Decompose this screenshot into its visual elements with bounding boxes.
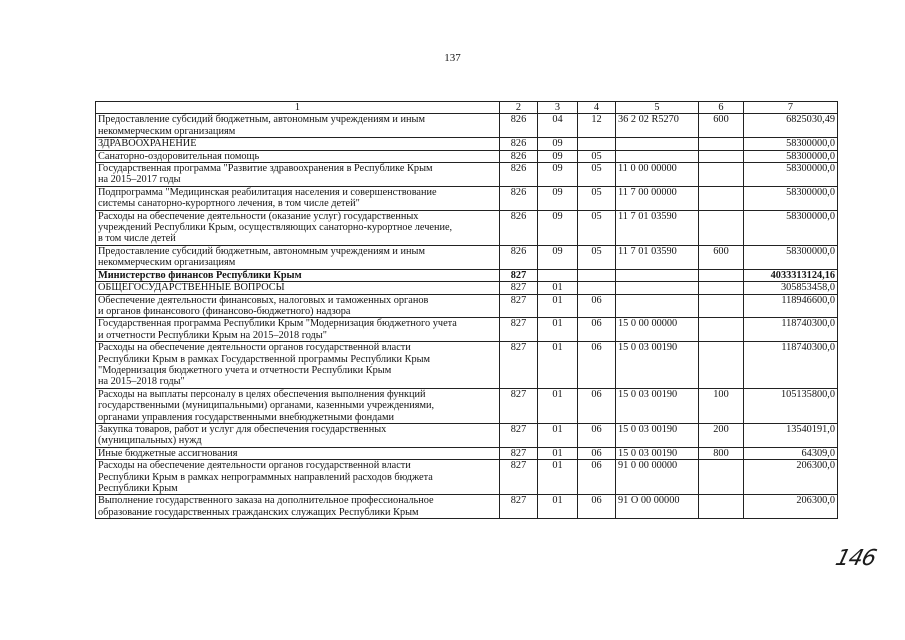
cell-target-code xyxy=(616,150,699,162)
cell-name-line: системы санаторно-курортного лечения, в том числе детей" xyxy=(98,198,360,210)
cell-section: 01 xyxy=(538,294,578,318)
cell-amount: 118946600,0 xyxy=(744,294,838,318)
cell-target-code xyxy=(616,282,699,294)
cell-target-code: 15 0 03 00190 xyxy=(616,447,699,459)
cell-name-line: Подпрограмма "Медицинская реабилитация населения и совершенствование xyxy=(98,186,437,198)
cell-amount: 305853458,0 xyxy=(744,282,838,294)
cell-expense-type: 200 xyxy=(699,423,744,447)
table-row xyxy=(96,186,838,210)
cell-name xyxy=(96,460,500,495)
cell-name xyxy=(96,342,500,389)
header-cell-name: 1 xyxy=(96,102,500,114)
cell-subsection xyxy=(578,282,616,294)
cell-name-line: образование государственных гражданских служащих Республики Крым xyxy=(98,506,419,518)
cell-subsection: 05 xyxy=(578,163,616,187)
cell-target-code: 36 2 02 R5270 xyxy=(616,114,699,138)
handwritten-page-number: 146 xyxy=(832,546,879,571)
cell-ministry: 826 xyxy=(500,114,538,138)
cell-section: 09 xyxy=(538,245,578,269)
cell-name-line: (муниципальных) нужд xyxy=(98,435,202,447)
cell-expense-type xyxy=(699,460,744,495)
cell-ministry: 827 xyxy=(500,318,538,342)
cell-ministry: 827 xyxy=(500,294,538,318)
table-row xyxy=(96,495,838,519)
cell-target-code: 15 0 03 00190 xyxy=(616,388,699,423)
cell-name-line: на 2015–2017 годы xyxy=(98,174,181,186)
cell-expense-type xyxy=(699,210,744,245)
cell-expense-type: 100 xyxy=(699,388,744,423)
cell-expense-type xyxy=(699,294,744,318)
cell-name-line: некоммерческим организациям xyxy=(98,257,236,269)
cell-target-code: 11 7 01 03590 xyxy=(616,245,699,269)
cell-name-line: Иные бюджетные ассигнования xyxy=(98,447,238,459)
cell-name xyxy=(96,388,500,423)
cell-target-code: 15 0 03 00190 xyxy=(616,342,699,389)
cell-subsection: 06 xyxy=(578,342,616,389)
cell-expense-type xyxy=(699,163,744,187)
cell-ministry: 827 xyxy=(500,282,538,294)
cell-expense-type xyxy=(699,342,744,389)
table-row xyxy=(96,138,838,150)
cell-name-line: и отчетности Республики Крым на 2015–2018 годы" xyxy=(98,329,327,341)
cell-target-code xyxy=(616,269,699,281)
cell-section: 04 xyxy=(538,114,578,138)
cell-name-line: Выполнение государственного заказа на дополнительное профессиональное xyxy=(98,495,434,507)
cell-name-line: Республики Крым в рамках Государственной программы Республики Крым xyxy=(98,353,431,365)
cell-amount: 58300000,0 xyxy=(744,150,838,162)
cell-name-line: государственными (муниципальными) органами, казенными учреждениями, xyxy=(98,400,435,412)
header-cell-expense-type: 6 xyxy=(699,102,744,114)
cell-section: 09 xyxy=(538,163,578,187)
cell-target-code: 91 О 00 00000 xyxy=(616,495,699,519)
cell-name-line: ЗДРАВООХРАНЕНИЕ xyxy=(98,138,197,150)
cell-name-line: учреждений Республики Крым, осуществляющих санаторно-курортное лечение, xyxy=(98,222,453,234)
cell-expense-type xyxy=(699,495,744,519)
cell-subsection: 05 xyxy=(578,186,616,210)
cell-ministry: 826 xyxy=(500,245,538,269)
cell-ministry: 826 xyxy=(500,210,538,245)
cell-subsection: 12 xyxy=(578,114,616,138)
cell-subsection: 05 xyxy=(578,150,616,162)
cell-name xyxy=(96,138,500,150)
table-row xyxy=(96,460,838,495)
cell-name xyxy=(96,447,500,459)
cell-expense-type xyxy=(699,150,744,162)
cell-amount: 206300,0 xyxy=(744,460,838,495)
cell-name xyxy=(96,282,500,294)
cell-subsection: 06 xyxy=(578,318,616,342)
cell-name xyxy=(96,150,500,162)
cell-name xyxy=(96,495,500,519)
table-row xyxy=(96,388,838,423)
cell-name-line: Республики Крым xyxy=(98,483,178,494)
header-cell-ministry: 2 xyxy=(500,102,538,114)
cell-subsection: 06 xyxy=(578,447,616,459)
cell-section: 01 xyxy=(538,282,578,294)
cell-section: 01 xyxy=(538,388,578,423)
cell-ministry: 827 xyxy=(500,447,538,459)
header-cell-amount: 7 xyxy=(744,102,838,114)
cell-amount: 58300000,0 xyxy=(744,163,838,187)
cell-amount: 58300000,0 xyxy=(744,186,838,210)
cell-ministry: 827 xyxy=(500,342,538,389)
cell-subsection xyxy=(578,269,616,281)
cell-section: 01 xyxy=(538,318,578,342)
cell-subsection: 06 xyxy=(578,423,616,447)
cell-amount: 6825030,49 xyxy=(744,114,838,138)
cell-subsection: 06 xyxy=(578,388,616,423)
cell-name xyxy=(96,245,500,269)
table-row xyxy=(96,342,838,389)
cell-name xyxy=(96,269,500,281)
cell-name-line: на 2015–2018 годы" xyxy=(98,376,185,388)
cell-name xyxy=(96,318,500,342)
cell-target-code: 91 0 00 00000 xyxy=(616,460,699,495)
cell-target-code: 11 7 01 03590 xyxy=(616,210,699,245)
cell-name-line: Закупка товаров, работ и услуг для обеспечения государственных xyxy=(98,423,387,435)
cell-name-line: ОБЩЕГОСУДАРСТВЕННЫЕ ВОПРОСЫ xyxy=(98,282,285,294)
cell-amount: 4033313124,16 xyxy=(744,269,838,281)
cell-name-line: Расходы на обеспечение деятельности (оказание услуг) государственных xyxy=(98,210,419,222)
cell-amount: 58300000,0 xyxy=(744,138,838,150)
cell-name-line: Министерство финансов Республики Крым xyxy=(98,269,302,281)
cell-amount: 58300000,0 xyxy=(744,210,838,245)
table-row xyxy=(96,163,838,187)
page-number: 137 xyxy=(444,52,461,64)
table-row xyxy=(96,210,838,245)
cell-expense-type: 800 xyxy=(699,447,744,459)
cell-name-line: Республики Крым в рамках непрограммных направлений расходов бюджета xyxy=(98,471,433,483)
cell-amount: 206300,0 xyxy=(744,495,838,519)
table-row xyxy=(96,318,838,342)
cell-ministry: 827 xyxy=(500,269,538,281)
cell-ministry: 826 xyxy=(500,186,538,210)
cell-section: 01 xyxy=(538,495,578,519)
cell-name-line: Государственная программа Республики Крым "Модернизация бюджетного учета xyxy=(98,318,457,330)
cell-name-line: Расходы на выплаты персоналу в целях обеспечения выполнения функций xyxy=(98,388,426,400)
cell-expense-type xyxy=(699,318,744,342)
cell-name-line: в том числе детей xyxy=(98,233,176,245)
cell-amount: 64309,0 xyxy=(744,447,838,459)
cell-ministry: 827 xyxy=(500,388,538,423)
cell-amount: 118740300,0 xyxy=(744,342,838,389)
cell-section: 09 xyxy=(538,138,578,150)
cell-name-line: Расходы на обеспечение деятельности органов государственной власти xyxy=(98,460,411,472)
cell-subsection: 06 xyxy=(578,460,616,495)
cell-name xyxy=(96,186,500,210)
cell-ministry: 827 xyxy=(500,423,538,447)
cell-section: 09 xyxy=(538,186,578,210)
budget-table xyxy=(95,101,838,519)
cell-name-line: Государственная программа "Развитие здравоохранения в Республике Крым xyxy=(98,163,433,175)
table-row xyxy=(96,245,838,269)
header-cell-section: 3 xyxy=(538,102,578,114)
cell-name-line: органами управления государственными внебюджетными фондами xyxy=(98,411,394,423)
cell-expense-type xyxy=(699,282,744,294)
cell-section: 09 xyxy=(538,150,578,162)
cell-section: 01 xyxy=(538,423,578,447)
cell-name-line: Обеспечение деятельности финансовых, налоговых и таможенных органов xyxy=(98,294,429,306)
cell-expense-type: 600 xyxy=(699,245,744,269)
table-header-row xyxy=(96,102,838,114)
cell-section: 01 xyxy=(538,460,578,495)
cell-expense-type xyxy=(699,269,744,281)
header-cell-subsection: 4 xyxy=(578,102,616,114)
cell-name xyxy=(96,294,500,318)
cell-ministry: 826 xyxy=(500,138,538,150)
cell-section: 01 xyxy=(538,447,578,459)
cell-name-line: и органов финансового (финансово-бюджетного) надзора xyxy=(98,305,351,317)
cell-target-code: 15 0 03 00190 xyxy=(616,423,699,447)
table-row xyxy=(96,447,838,459)
cell-subsection: 05 xyxy=(578,210,616,245)
cell-name-line: некоммерческим организациям xyxy=(98,125,236,137)
cell-target-code: 15 0 00 00000 xyxy=(616,318,699,342)
header-cell-target: 5 xyxy=(616,102,699,114)
cell-subsection: 05 xyxy=(578,245,616,269)
cell-target-code xyxy=(616,294,699,318)
cell-name-line: Предоставление субсидий бюджетным, автономным учреждениям и иным xyxy=(98,245,425,257)
cell-target-code: 11 7 00 00000 xyxy=(616,186,699,210)
table-row xyxy=(96,294,838,318)
cell-section xyxy=(538,269,578,281)
cell-amount: 118740300,0 xyxy=(744,318,838,342)
table-row xyxy=(96,150,838,162)
table-row xyxy=(96,423,838,447)
cell-amount: 13540191,0 xyxy=(744,423,838,447)
cell-target-code: 11 0 00 00000 xyxy=(616,163,699,187)
cell-name xyxy=(96,423,500,447)
cell-target-code xyxy=(616,138,699,150)
cell-ministry: 826 xyxy=(500,163,538,187)
cell-name xyxy=(96,210,500,245)
cell-name-line: Санаторно-оздоровительная помощь xyxy=(98,150,260,162)
cell-expense-type: 600 xyxy=(699,114,744,138)
cell-name xyxy=(96,114,500,138)
cell-expense-type xyxy=(699,186,744,210)
cell-subsection xyxy=(578,138,616,150)
cell-name xyxy=(96,163,500,187)
cell-ministry: 826 xyxy=(500,150,538,162)
cell-ministry: 827 xyxy=(500,495,538,519)
table-row xyxy=(96,269,838,281)
cell-ministry: 827 xyxy=(500,460,538,495)
cell-amount: 105135800,0 xyxy=(744,388,838,423)
table-row xyxy=(96,114,838,138)
cell-name-line: Предоставление субсидий бюджетным, автономным учреждениям и иным xyxy=(98,114,425,126)
cell-name-line: "Модернизация бюджетного учета и отчетности Республики Крым xyxy=(98,364,392,376)
cell-amount: 58300000,0 xyxy=(744,245,838,269)
cell-expense-type xyxy=(699,138,744,150)
cell-subsection: 06 xyxy=(578,294,616,318)
cell-section: 09 xyxy=(538,210,578,245)
cell-name-line: Расходы на обеспечение деятельности органов государственной власти xyxy=(98,342,411,354)
cell-subsection: 06 xyxy=(578,495,616,519)
cell-section: 01 xyxy=(538,342,578,389)
table-row xyxy=(96,282,838,294)
